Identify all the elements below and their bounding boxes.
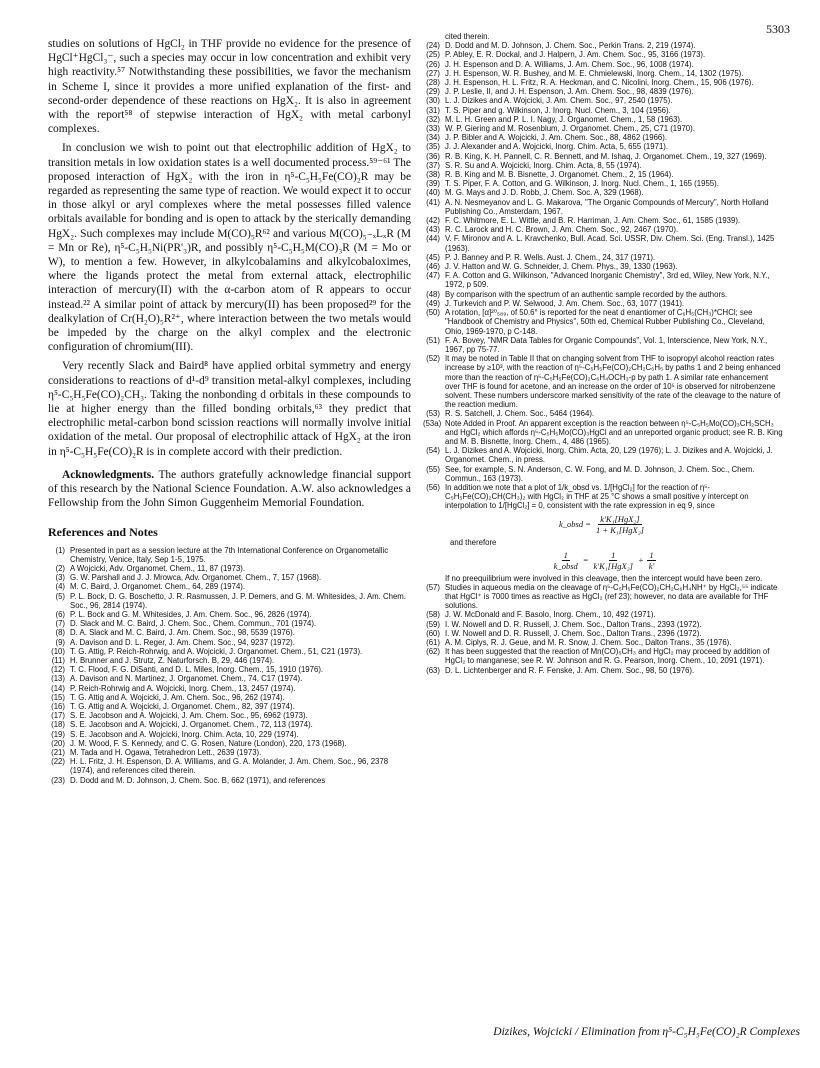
reference-text: P. L. Bock and G. M. Whitesides, J. Am. Chem. Soc., 96, 2826 (1974). [70,609,312,619]
eq-numerator: 1 [649,549,654,560]
reference-item [423,336,785,354]
reference-item [48,592,411,610]
reference-text: J. H. Espenson, W. R. Bushey, and M. E. Chmielewski, Inorg. Chem., 14, 1302 (1975). [445,68,744,78]
reference-text: P. Reich-Rohrwig and A. Wojcicki, Inorg. Chem., 13, 2457 (1974). [70,683,296,693]
reference-text: D. Dodd and M. D. Johnson, J. Chem. Soc., Perkin Trans. 2, 219 (1974). [445,41,696,51]
reference-number: (23) [51,775,65,785]
reference-item [48,693,411,702]
reference-text: T. S. Piper and g. Wilkinson, J. Inorg. Nucl. Chem., 3, 104 (1956). [445,105,671,115]
eq-operator: = [582,555,589,566]
body-paragraph: In conclusion we wish to point out that electrophilic addition of HgX₂ to transition metals in low oxidation states is a well documented process.⁵⁹⁻⁶¹ The proposed interaction of HgX₂ with the iron in η⁵-C₅H₅Fe(CO)₂R may be regarded as representing the same type of reaction. We would expect it to occur in those alkyl or aryl complexes where the metal possesses filled valence orbitals available for bonding and is open to attack by the sterically demanding HgX₂. Such complexes may include M(CO)₅R⁶² and various M(CO)₅₋ₓLₓR (M = Mn or Re), η⁵-C₅H₅Ni(PR'₃)R, and possibly η⁵-C₅H₅M(CO)₃R (M = Mo or W), to mention a few. However, in alkylcobalamins and alkylcobaloximes, where the ligands protect the metal from external attack, electrophilic interaction of mercury(II) with the α-carbon atom of R appears to occur instead.²² A similar point of attack by mercury(II) has been proposed²⁹ for the dealkylation of Cr(H₂O)₅R²⁺, where interaction between the two metals would be impeded by the charge on the alkyl complex and the electronic configuration of chromium(III). [48,142,411,354]
reference-number: (52) [426,354,440,364]
reference-number: (12) [51,665,65,675]
reference-number: (14) [51,683,65,693]
reference-number: (27) [426,68,440,78]
eq-fraction [552,550,580,571]
reference-number: (50) [426,308,440,318]
reference-text: J. P. Leslie, II, and J. H. Espenson, J. Am. Chem. Soc., 98, 4839 (1976). [445,87,694,97]
reference-item [48,684,411,693]
reference-number: (20) [51,738,65,748]
reference-number: (28) [426,78,440,88]
reference-number: (38) [426,170,440,180]
reference-text: In addition we note that a plot of 1/k_obsd vs. 1/[HgCl₂] for the reaction of η⁵-C₅H₅Fe(CO)₂CH(CH₃)₂ with HgCl₂ in THF at 25 °C shows a small positive y intercept on interpolation to 1/[HgCl₂] = 0, consistent with the rate expression in eq 9, since [445,482,749,511]
reference-item [423,188,785,197]
reference-item [423,308,785,336]
reference-number [423,574,445,583]
reference-item [423,170,785,179]
reference-text: S. E. Jacobson and A. Wojcicki, Inorg. Chim. Acta, 10, 229 (1974). [70,729,299,739]
reference-number: (45) [426,252,440,262]
reference-item [423,133,785,142]
eq-denominator: k′K₁[HgX₂] [593,560,633,571]
reference-number: (18) [51,720,65,730]
reference-text: I. W. Nowell and D. R. Russell, J. Chem. Soc., Dalton Trans., 2396 (1972). [445,628,702,638]
eq-denominator: k_obsd [553,560,578,571]
reference-text: S. E. Jacobson and A. Wojcicki, J. Am. Chem. Soc., 95, 6962 (1973). [70,711,308,721]
reference-number: (10) [51,646,65,656]
reference-number: (49) [426,298,440,308]
reference-number: (19) [51,729,65,739]
reference-item [48,720,411,729]
reference-item [423,69,785,78]
reference-text: By comparison with the spectrum of an authentic sample recorded by the authors. [445,289,728,299]
eq-denominator: k′ [648,560,655,571]
reference-text: T. G. Attig and A. Wojcicki, J. Am. Chem. Soc., 96, 262 (1974). [70,692,285,702]
reference-number: (53a) [423,418,442,428]
reference-item [423,152,785,161]
reference-text: M. Tada and H. Ogawa, Tetrahedron Lett., 2639 (1973). [70,747,262,757]
reference-number: (33) [426,124,440,134]
reference-text: S. R. Su and A. Wojcicki, Inorg. Chim. Acta, 8, 55 (1974). [445,160,642,170]
reference-item [423,465,785,483]
reference-number: (48) [426,289,440,299]
reference-item [48,702,411,711]
left-column [48,37,411,785]
reference-item [48,582,411,591]
reference-number: (22) [51,757,65,767]
reference-text: L. J. Dizikes and A. Wojcicki, Inorg. Chim. Acta, 20, L29 (1976); L. J. Dizikes and A. Wojcicki, J. Organomet. Chem., in press. [445,446,773,465]
reference-item [48,711,411,720]
reference-item [48,776,411,785]
reference-number: (40) [426,188,440,198]
reference-text: J. V. Hatton and W. G. Schneider, J. Chem. Phys., 39, 1330 (1963). [445,262,678,272]
reference-item [48,674,411,683]
reference-text: Studies in aqueous media on the cleavage of η⁵-C₅H₅Fe(CO)₂CH₂C₆H₄NH⁺ by HgCl₂,⁵⁵ indicate that HgCl⁺ is 7000 times as reactive as HgCl₂ (ref 23); however, no data are available for THF solutions. [445,582,778,611]
reference-text: Note Added in Proof. An apparent exception is the reaction between η⁵-C₅H₅Mo(CO)₃CH₂SCH₃ and HgCl₂ which affords η⁵-C₅H₅Mo(CO)₃HgCl and an unreported organic product; see R. B. King and M. B. Bisnette, Inorg. Chem., 4, 486 (1965). [445,418,783,446]
reference-number: (61) [426,637,440,647]
reference-number: (7) [55,619,65,629]
running-footer: Dizikes, Wojcicki / Elimination from η⁵-C₅H₅Fe(CO)₂R Complexes [493,1026,800,1038]
reference-item [423,253,785,262]
reference-text: R. C. Larock and H. C. Brown, J. Am. Chem. Soc., 92, 2467 (1970). [445,225,679,235]
reference-item [48,730,411,739]
ack-text: The authors gratefully acknowledge financial support of this research by the National Science Foundation. A.W. also acknowledges a Fellowship from the John Simon Guggenheim Memorial Foundation. [48,468,411,510]
reference-text: P. J. Banney and P. R. Wells. Aust. J. Chem., 24, 317 (1971). [445,252,656,262]
reference-text: It has been suggested that the reaction of Mn(CO)₅CH₃ and HgCl₂ may proceed by addition of HgCl₂ to manganese; see R. W. Johnson and R. G. Pearson, Inorg. Chem., 10, 2091 (1971). [445,647,770,666]
reference-text: J. J. Alexander and A. Wojcicki, Inorg. Chim. Acta, 5, 655 (1971). [445,142,669,152]
reference-item [423,225,785,234]
reference-text: J. H. Espenson and D. A. Williams, J. Am. Chem. Soc., 96, 1008 (1974). [445,59,694,69]
reference-text: T. G. Attig, P. Reich-Rohrwig, and A. Wojcicki, J. Organomet. Chem., 51, C21 (1973). [70,646,363,656]
reference-text: J. H. Espenson, H. L. Fritz, R. A. Heckman, and C. Nicolini, Inorg. Chem., 15, 906 (1976). [445,78,754,88]
body-paragraph: studies on solutions of HgCl₂ in THF provide no evidence for the presence of HgCl⁺HgCl₃⁻, such a species may occur in low concentration and exhibit very high reactivity.⁵⁷ Notwithstanding these possibilities, we favor the mechanism in Scheme I, since it provides a more unified explanation of the first- and second-order dependence of these reactions on HgX₂. It is also in agreement with the report⁵⁸ of stepwise interaction of HgX₂ with metal carbonyl complexes. [48,38,411,136]
reference-item [423,96,785,105]
reference-text: T. C. Flood, F. G. DiSanti, and D. L. Miles, Inorg. Chem., 15, 1910 (1976). [70,665,324,675]
reference-item [423,574,785,583]
reference-text: D. Slack and M. C. Baird, J. Chem. Soc., Chem. Commun., 701 (1974). [70,619,317,629]
reference-number: (26) [426,59,440,69]
reference-text: cited therein. [445,32,490,41]
reference-item [48,573,411,582]
reference-text: F. C. Whitmore, E. L. Wittle, and B. R. Harriman, J. Am. Chem. Soc., 61, 1585 (1939). [445,216,741,226]
reference-item [423,446,785,464]
reference-number: (3) [55,573,65,583]
reference-number: (1) [55,545,65,555]
reference-item [423,142,785,151]
reference-text: J. M. Wood, F. S. Kennedy, and C. G. Rosen, Nature (London), 220, 173 (1968). [70,738,347,748]
reference-item [48,638,411,647]
reference-text: J. P. Bibler and A. Wojcicki, J. Am. Chem. Soc., 88, 4862 (1966). [445,133,668,143]
reference-item [48,665,411,674]
reference-item [48,647,411,656]
reference-text: M. L. H. Green and P. L. I. Nagy, J. Organomet. Chem., 1, 58 (1963). [445,114,683,124]
reference-item [423,115,785,124]
reference-number: (54) [426,446,440,456]
reference-number: (37) [426,160,440,170]
reference-text: J. W. McDonald and F. Basolo, Inorg. Chem., 10, 492 (1971). [445,610,656,620]
equation-reciprocal [423,550,785,571]
reference-text: M. C. Baird, J. Organomet. Chem., 64, 289 (1974). [70,582,246,592]
reference-number: (34) [426,133,440,143]
reference-number: (13) [51,674,65,684]
reference-item [423,124,785,133]
reference-text: D. Dodd and M. D. Johnson, J. Chem. Soc. B, 662 (1971), and references [70,775,326,785]
reference-item [48,610,411,619]
reference-item [423,666,785,675]
reference-number: (43) [426,225,440,235]
reference-number: (32) [426,114,440,124]
reference-text: See, for example, S. N. Anderson, C. W. Fong, and M. D. Johnson, J. Chem. Soc., Chem. Commun., 163 (1973). [445,464,755,483]
reference-text: D. A. Slack and M. C. Baird, J. Am. Chem. Soc., 98, 5539 (1976). [70,628,295,638]
reference-item [423,41,785,50]
reference-text: It may be noted in Table II that on changing solvent from THF to isopropyl alcohol reaction rates increase by ≥10³, with the reaction of η⁵-C₅H₅Fe(CO)₂CH₂C₆H₅ by paths 1 and 2 being enhanced more than the reaction of η⁵-C₅H₅Fe(CO)₂C₆H₄OCH₃-p by path 1. A similar rate enhancement over THF is found for acetone, and an increase on the order of 10⁵ is observed for nitrobenzene solvent. These numbers underscore marked sensitivity of the rate of the cleavage to the nature of the reaction medium. [445,354,781,410]
eq-fraction [592,550,635,571]
reference-text: W. P. Giering and M. Rosenblum, J. Organomet. Chem., 25, C71 (1970). [445,124,695,134]
reference-text: J. Turkevich and P. W. Selwood, J. Am. Chem. Soc., 63, 1077 (1941). [445,298,685,308]
reference-text: R. B. King, K. H. Pannell, C. R. Bennett, and M. Ishaq, J. Organomet. Chem., 19, 327 (1969). [445,151,767,161]
reference-number: (56) [426,482,440,492]
eq-numerator: 1 [611,549,616,560]
reference-number: (62) [426,647,440,657]
reference-number: (59) [426,619,440,629]
reference-item [423,32,785,41]
reference-item [423,161,785,170]
reference-text: T. G. Attig and A. Wojcicki, J. Organomet. Chem., 82, 397 (1974). [70,701,295,711]
reference-text: G. W. Parshall and J. J. Mrowca, Adv. Organomet. Chem., 7, 157 (1968). [70,573,322,583]
reference-item [423,262,785,271]
reference-text: F. A. Bovey, "NMR Data Tables for Organic Compounds", Vol. 1, Interscience, New York, N.Y., 1967, pp 75-77. [445,335,768,354]
reference-item [423,610,785,619]
reference-number: (24) [426,41,440,51]
eq-denominator: 1 + K₁[HgX₂] [595,524,644,535]
reference-number: (16) [51,701,65,711]
reference-number: (39) [426,179,440,189]
reference-number: (5) [55,591,65,601]
eq-lhs: k_obsd = [559,519,591,530]
reference-number: (11) [51,655,65,665]
acknowledgments [48,468,411,511]
reference-text: A. Davison and D. L. Reger, J. Am. Chem. Soc., 94, 9237 (1972). [70,637,295,647]
reference-item [48,619,411,628]
reference-item [423,629,785,638]
reference-number: (36) [426,151,440,161]
reference-item [423,271,785,289]
reference-item [423,60,785,69]
page-number: 5303 [766,22,790,36]
reference-item [48,757,411,775]
eq-numerator: k′K₁[HgX₂] [600,513,640,524]
reference-item [423,290,785,299]
reference-text: A. Davison and N. Martinez, J. Organomet. Chem., 74, C17 (1974). [70,674,303,684]
reference-text: T. S. Piper, F. A. Cotton, and G. Wilkinson, J. Inorg. Nucl. Chem., 1, 165 (1955). [445,179,719,189]
reference-number: (55) [426,464,440,474]
reference-number: (6) [55,609,65,619]
reference-number: (35) [426,142,440,152]
reference-item [48,739,411,748]
reference-item [423,583,785,611]
reference-number: (31) [426,105,440,115]
reference-item [423,234,785,252]
reference-number [423,32,445,41]
reference-number: (29) [426,87,440,97]
reference-number: (44) [426,234,440,244]
reference-item [423,198,785,216]
reference-item [423,299,785,308]
reference-text: H. L. Fritz, J. H. Espenson, D. A. Williams, and G. A. Molander, J. Am. Chem. Soc., 96, 2378 (1974), and references cited therein. [70,757,389,776]
reference-text: H. Brunner and J. Strutz, Z. Naturforsch. B, 29, 446 (1974). [70,655,275,665]
reference-item [423,483,785,511]
reference-item [423,216,785,225]
reference-item [48,748,411,757]
reference-text: M. G. Mays and J. D. Robb, J. Chem. Soc. A, 329 (1968). [445,188,644,198]
reference-item [48,564,411,573]
reference-number: (57) [426,582,440,592]
reference-item [423,620,785,629]
reference-item [423,106,785,115]
reference-text: L. J. Dizikes and A. Wojcicki, J. Am. Chem. Soc., 97, 2540 (1975). [445,96,673,106]
reference-text: R. B. King and M. B. Bisnette, J. Organomet. Chem., 2, 15 (1964). [445,170,674,180]
reference-number: (25) [426,50,440,60]
reference-number: (42) [426,216,440,226]
reference-item [423,419,785,447]
reference-item [48,628,411,637]
references-list-right [423,32,785,511]
reference-number: (51) [426,335,440,345]
references-list-left [48,546,411,785]
reference-number: (17) [51,711,65,721]
reference-number: (58) [426,610,440,620]
reference-number: (21) [51,747,65,757]
reference-number: (53) [426,409,440,419]
eq-numerator: 1 [563,549,568,560]
eq-fraction [594,514,646,535]
reference-number: (8) [55,628,65,638]
reference-number: (46) [426,262,440,272]
reference-text: A. N. Nesmeyanov and L. G. Makarova, "The Organic Compounds of Mercury", North Holland Publishing Co., Amsterdam, 1967. [445,197,769,216]
reference-text: V. F. Mironov and A. L. Kravchenko, Bull. Acad. Sci. USSR, Div. Chem. Sci. (Eng. Transl.), 1425 (1963). [445,234,775,253]
reference-text: I. W. Nowell and D. R. Russell, J. Chem. Soc., Dalton Trans., 2393 (1972). [445,619,702,629]
reference-item [48,546,411,564]
reference-item [423,409,785,418]
reference-item [423,87,785,96]
reference-number: (41) [426,197,440,207]
reference-item [423,638,785,647]
reference-text: Presented in part as a session lecture at the 7th International Conference on Organometallic Chemistry, Venice, Italy, Sep 1-5, 1975. [70,545,389,564]
eq-fraction [647,550,657,571]
reference-text: A Wojcicki, Adv. Organomet. Chem., 11, 87 (1973). [70,563,246,573]
right-column [423,32,785,675]
references-list-right-continued [423,574,785,675]
reference-text: R. S. Satchell, J. Chem. Soc., 5464 (1964). [445,409,595,419]
reference-number: (2) [55,563,65,573]
eq-operator: + [637,555,644,566]
equation-rate-law [423,514,785,535]
reference-number: (30) [426,96,440,106]
reference-item [48,656,411,665]
reference-text: If no preequilibrium were involved in this cleavage, then the intercept would have been zero. [445,573,763,583]
reference-number: (4) [55,582,65,592]
reference-number: (60) [426,628,440,638]
references-title: References and Notes [48,524,158,539]
reference-number: (9) [55,637,65,647]
reference-item [423,78,785,87]
reference-item [423,50,785,59]
reference-text: D. L. Lichtenberger and R. F. Fenske, J. Am. Chem. Soc., 98, 50 (1976). [445,665,695,675]
reference-number: (63) [426,665,440,675]
reference-text: P. L. Bock, D. G. Boschetto, J. R. Rasmussen, J. P. Demers, and G. M. Whitesides, J. Am. Chem. Soc., 96, 2814 (1974). [70,591,406,610]
reference-item [423,354,785,409]
reference-text: P. Abley, E. R. Dockal, and J. Halpern, J. Am. Chem. Soc., 95, 3166 (1973). [445,50,706,60]
reference-text: F. A. Cotton and G. Wilkinson, "Advanced Inorganic Chemistry", 3rd ed, Wiley, New York, N.Y., 1972, p 509. [445,271,770,290]
reference-item [423,179,785,188]
eq-connector-text: and therefore [450,537,497,547]
reference-number: (47) [426,271,440,281]
reference-text: S. E. Jacobson and A. Wojcicki, J. Organomet. Chem., 72, 113 (1974). [70,720,313,730]
reference-text: A rotation, [α]²⁰₅₈₉, of 50.6° is reported for the neat d enantiomer of C₆H₅(CH₃)*CHCl; see "Handbook of Chemistry and Physics", 50th ed, Chemical Rubber Publishing Co., Cleveland, Ohio, 1969-1970, p C-148. [445,308,765,336]
body-paragraph: Very recently Slack and Baird⁸ have applied orbital symmetry and energy considerations to reactions of d¹-d⁹ transition metal-alkyl complexes, including η⁵-C₅H₅Fe(CO)₂CH₃. Taking the nonbonding d orbitals in these compounds to lie at higher energy than the filled bonding orbitals,⁶³ they predict that electrophilic metal-carbon bond scission reactions will normally involve initial oxidation of the metal. Our proposal of electrophilic attack of HgX₂ at the iron in η⁵-C₅H₅Fe(CO)₂R is in complete accord with their prediction. [48,360,411,458]
ack-heading: Acknowledgments. [62,468,155,481]
reference-text: A. M. Ciplys, R. J. Geue, and M. R. Snow, J. Chem. Soc., Dalton Trans., 35 (1976). [445,637,732,647]
reference-number: (15) [51,692,65,702]
reference-item [423,647,785,665]
